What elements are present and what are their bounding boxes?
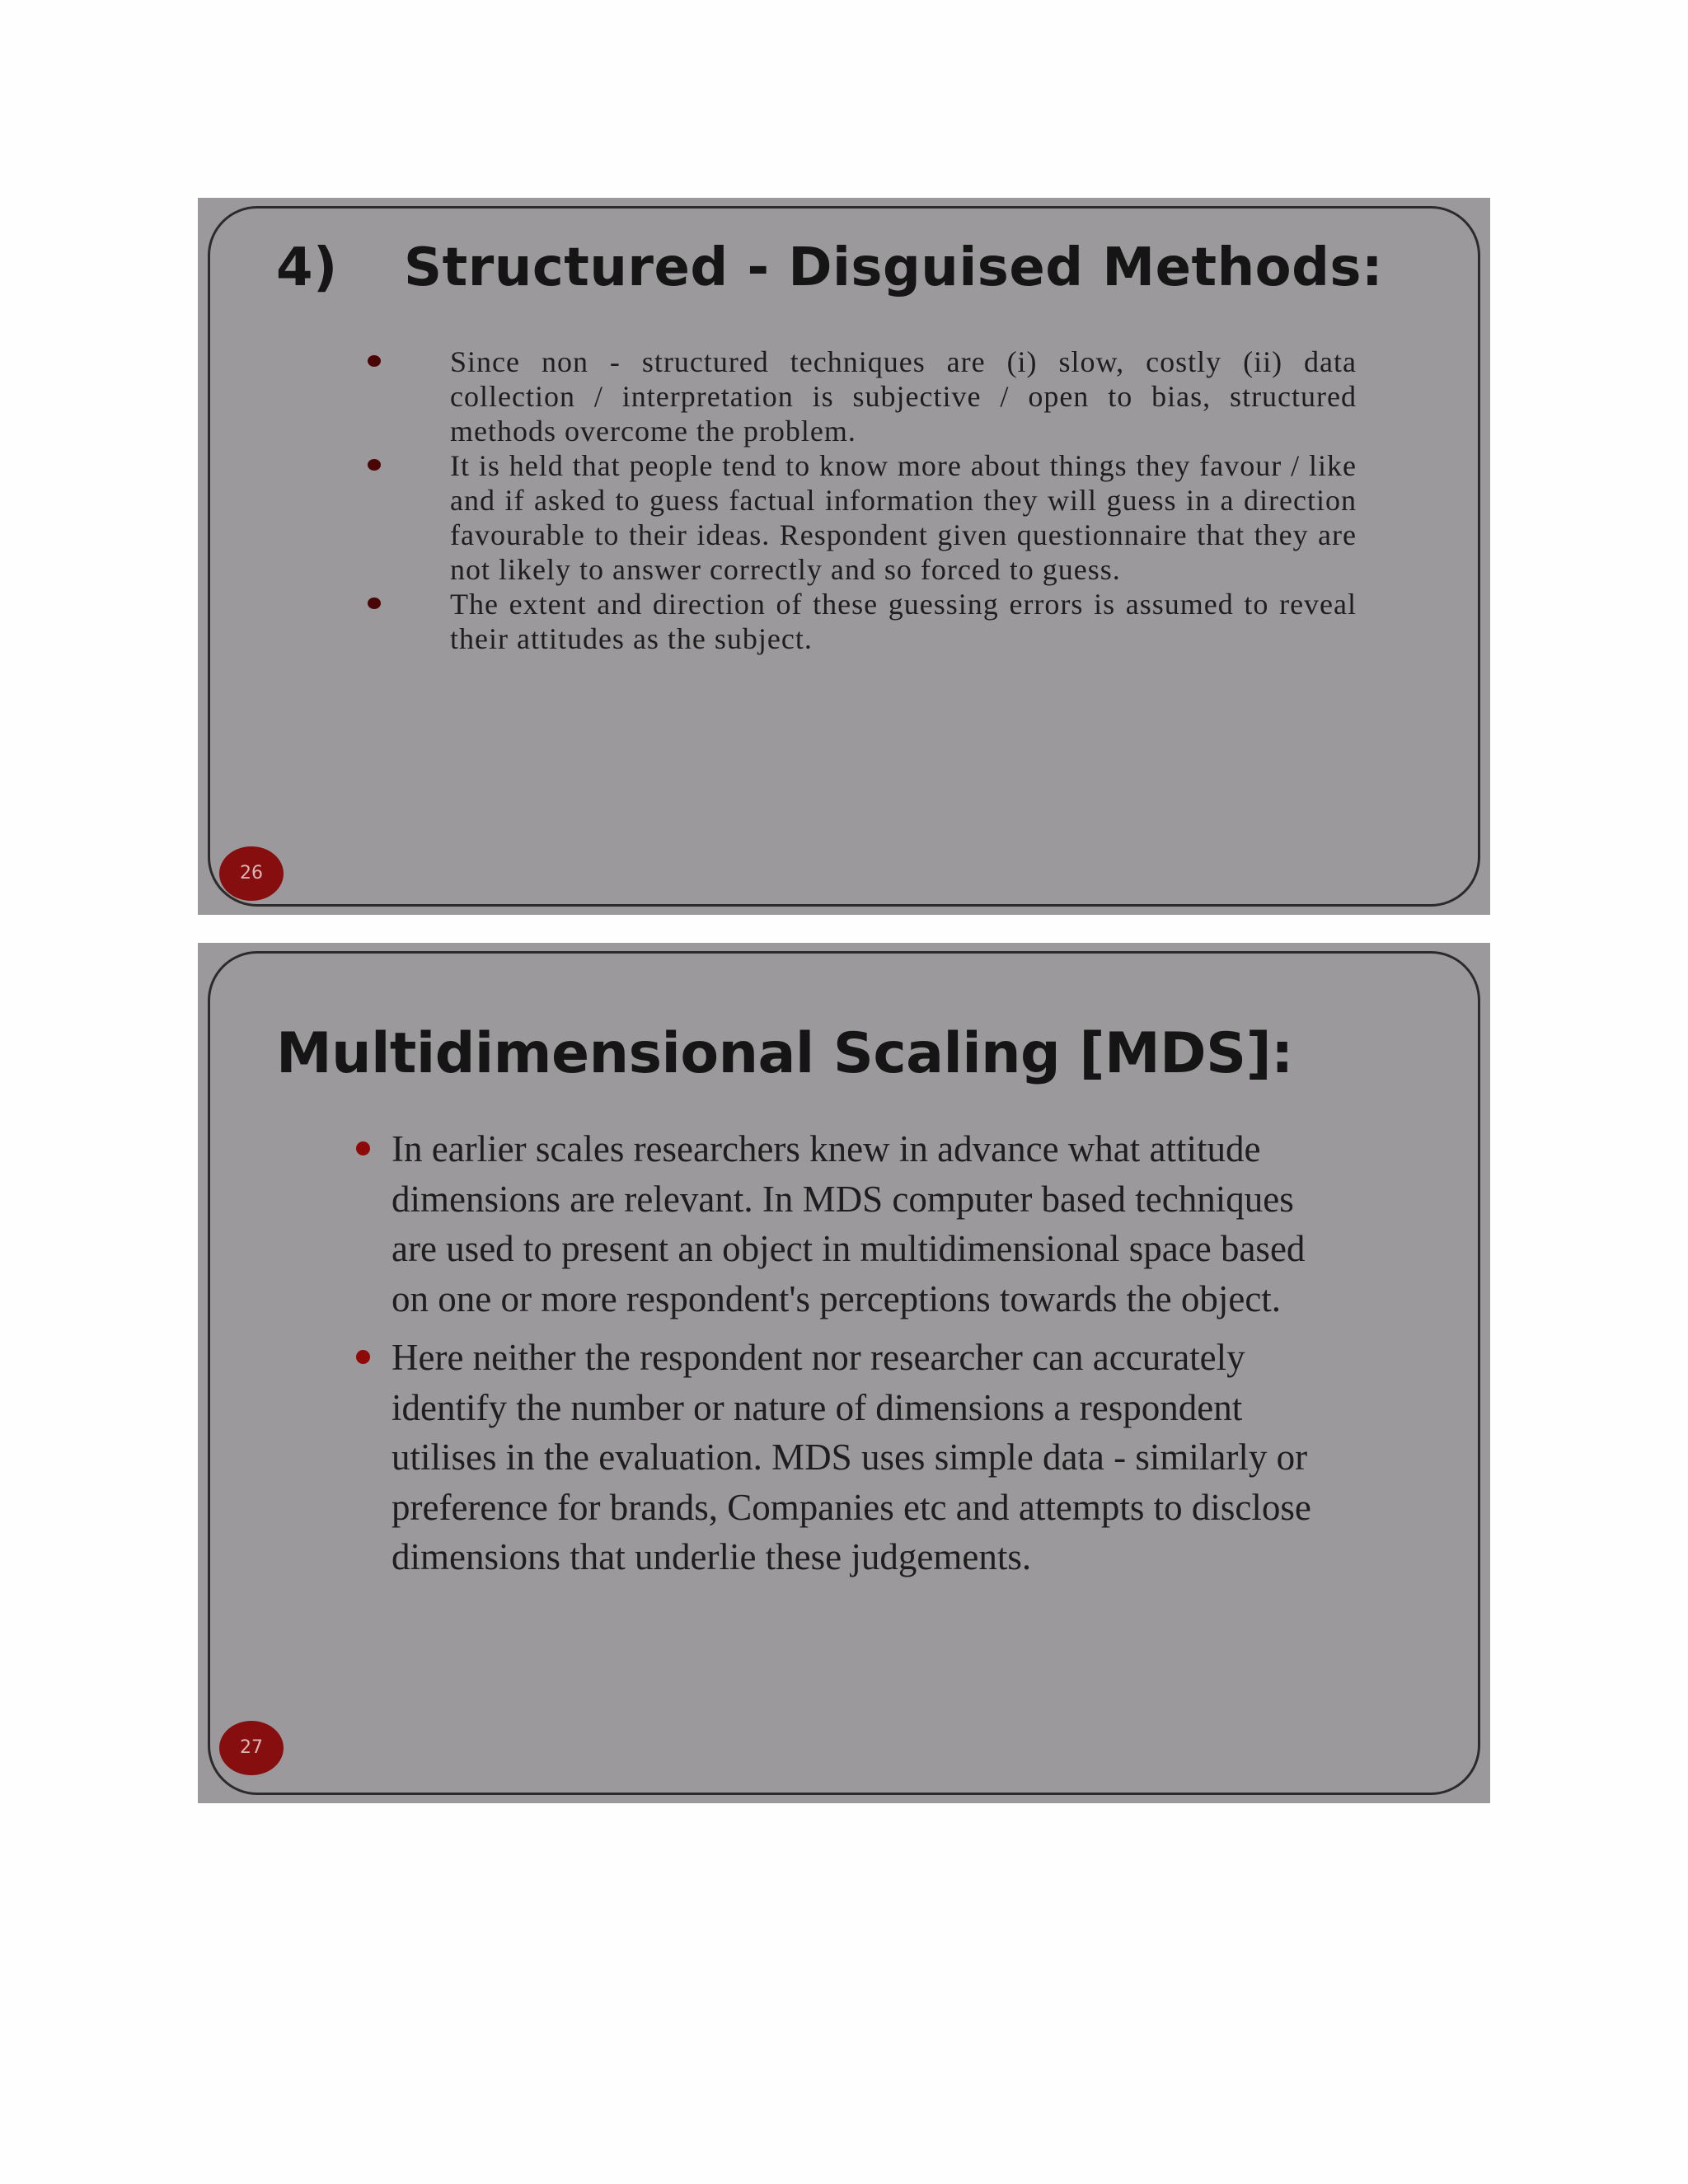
slide-number-badge: 26 (219, 846, 284, 901)
bullet-item (450, 587, 1357, 656)
bullet-text: The extent and direction of these guessing errors is assumed to reveal their attitudes as the subject. (450, 588, 1357, 655)
bullet-item (450, 448, 1357, 587)
slide-27 (198, 943, 1490, 1803)
bullet-icon (368, 459, 381, 471)
bullet-icon (356, 1141, 370, 1155)
bullet-list (450, 344, 1357, 656)
bullet-text: In earlier scales researchers knew in advance what attitude dimensions are relevant. In MDS computer based techniques are used to present an object in multidimensional space based on one or more respondent's perceptions towards the object. (392, 1128, 1306, 1319)
bullet-icon (356, 1350, 370, 1364)
bullet-item (392, 1124, 1339, 1324)
bullet-text: It is held that people tend to know more about things they favour / like and if asked to guess factual information they will guess in a direction favourable to their ideas. Respondent given questionnaire that they are not likely to answer correctly and so forced to guess. (450, 449, 1357, 586)
bullet-text: Since non - structured techniques are (i) slow, costly (ii) data collection / interpretation is subjective / open to bias, structured methods overcome the problem. (450, 345, 1357, 448)
slide-26 (198, 198, 1490, 915)
slide-title (276, 237, 1383, 298)
slide-number-badge: 27 (219, 1721, 284, 1775)
bullet-icon (368, 598, 381, 609)
bullet-icon (368, 355, 381, 367)
bullet-item (450, 344, 1357, 448)
slide-title-number: 4) (276, 237, 338, 298)
bullet-list (392, 1124, 1339, 1591)
bullet-text: Here neither the respondent nor researcher can accurately identify the number or nature of dimensions a respondent utilises in the evaluation. MDS uses simple data - similarly or preference for brands, Companies etc and attempts to disclose dimensions that underlie these judgements. (392, 1337, 1311, 1577)
slide-title: Multidimensional Scaling [MDS]: (276, 1021, 1293, 1086)
bullet-item (392, 1333, 1339, 1582)
slide-title-text: Structured - Disguised Methods: (404, 237, 1384, 298)
